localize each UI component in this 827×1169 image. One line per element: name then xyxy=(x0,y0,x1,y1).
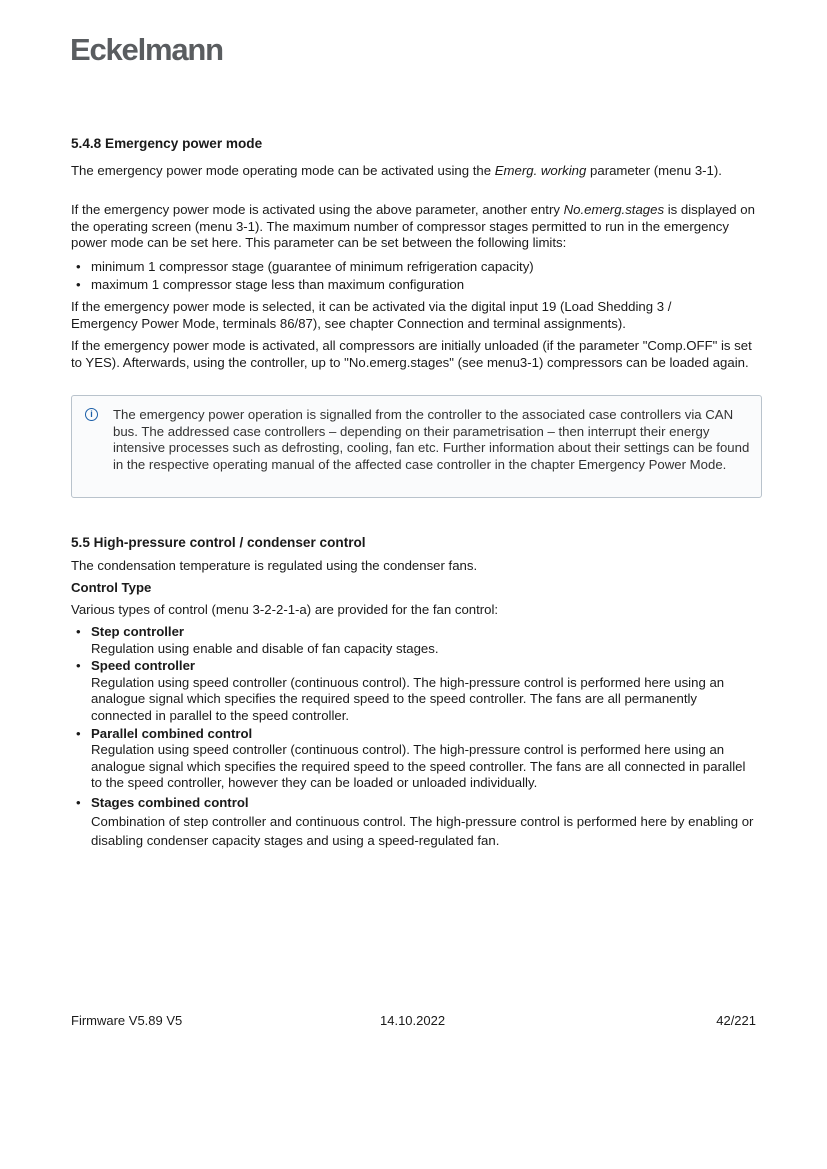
paragraph: If the emergency power mode is activated using the above parameter, another entry No.emerg.stages is displayed on the operating screen (menu 3-1). The maximum number of compressor stages permitted to run in the emergency power mode can be set here. This parameter can be set between the following limits: xyxy=(71,202,755,251)
list-item: • Speed controller Regulation using speed controller (continuous control). The high-pressure control is performed here using an analogue signal which specifies the required speed to the speed controller. The fans are all permanently connected in parallel to the speed controller. xyxy=(71,658,756,724)
note-text: The emergency power operation is signalled from the controller to the associated case controllers via CAN bus. The addressed case controllers – depending on their parametrisation – then interrupt their energy intensive processes such as defrosting, cooling, fan etc. Further information about their settings can be found in the respective operating manual of the affected case controller in the chapter Emergency Power Mode. xyxy=(113,407,750,472)
section-heading-emergency-power-mode: 5.4.8 Emergency power mode xyxy=(71,136,263,151)
footer-firmware: Firmware V5.89 V5 xyxy=(71,1013,183,1028)
paragraph: If the emergency power mode is activated, all compressors are initially unloaded (if the parameter "Comp.OFF" is set to YES). Afterwards, using the controller, up to "No.emerg.stages" (see menu3-1) compressors can be loaded again. xyxy=(71,338,752,370)
subheading-control-type: Control Type xyxy=(71,580,152,595)
footer-page-number: 42/221 xyxy=(716,1013,756,1028)
paragraph: The emergency power mode operating mode can be activated using the Emerg. working parameter (menu 3-1). xyxy=(71,163,722,178)
list-item: • Step controller Regulation using enable and disable of fan capacity stages. xyxy=(71,624,756,657)
section-heading-high-pressure-control: 5.5 High-pressure control / condenser control xyxy=(71,535,366,550)
info-icon: i xyxy=(85,408,98,421)
footer-date: 14.10.2022 xyxy=(380,1013,446,1028)
control-types-list xyxy=(71,624,756,850)
list-item: • maximum 1 compressor stage less than maximum configuration xyxy=(71,277,761,294)
list-item: • Parallel combined control Regulation using speed controller (continuous control). The high-pressure control is performed here using an analogue signal which specifies the required speed to the speed controller. The fans are all connected in parallel to the speed controller, however they can be loaded or unloaded individually. xyxy=(71,726,756,792)
list-item: • minimum 1 compressor stage (guarantee of minimum refrigeration capacity) xyxy=(71,259,761,276)
paragraph: If the emergency power mode is selected, it can be activated via the digital input 19 (Load Shedding 3 / Emergency Power Mode, terminals 86/87), see chapter Connection and terminal assignments). xyxy=(71,299,672,331)
list-item: • Stages combined control Combination of step controller and continuous control. The high-pressure control is performed here by enabling or disabling condenser capacity stages and using a speed-regulated fan. xyxy=(71,793,756,850)
eckelmann-logo: Eckelmann xyxy=(70,32,223,67)
paragraph: Various types of control (menu 3-2-2-1-a) are provided for the fan control: xyxy=(71,602,499,617)
limits-list xyxy=(71,259,761,293)
info-note xyxy=(71,395,762,498)
paragraph: The condensation temperature is regulated using the condenser fans. xyxy=(71,558,478,573)
